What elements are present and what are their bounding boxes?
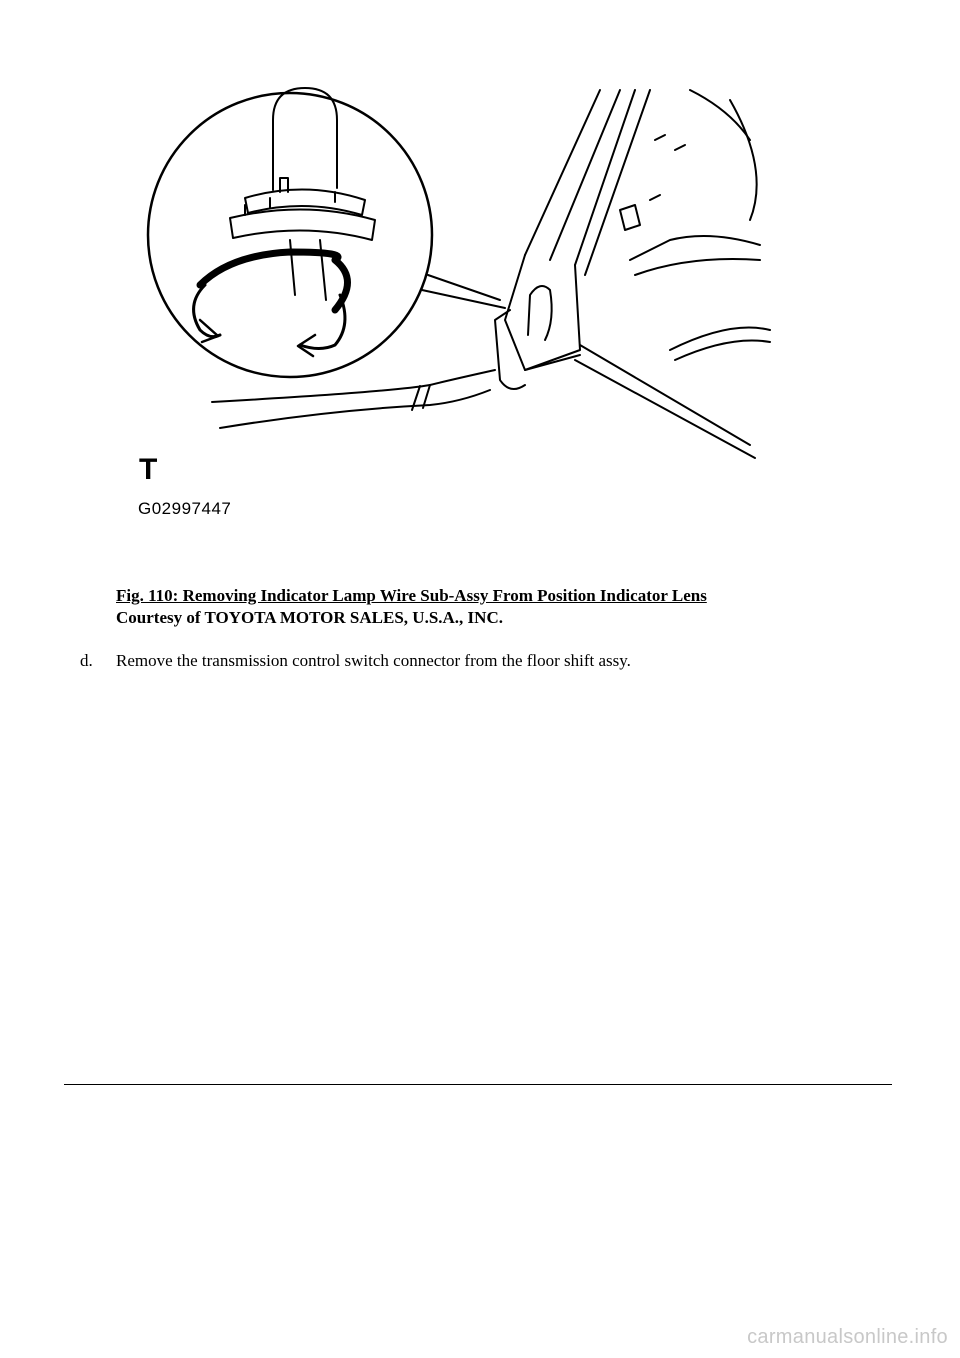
procedure-step — [80, 650, 631, 672]
procedure-step-letter: d. — [80, 651, 93, 670]
figure-caption-courtesy: Courtesy of TOYOTA MOTOR SALES, U.S.A., INC. — [116, 608, 503, 627]
figure-caption-title[interactable]: Fig. 110: Removing Indicator Lamp Wire Sub-Assy From Position Indicator Lens — [116, 586, 707, 605]
page-divider — [64, 1084, 892, 1085]
bulb-socket-removal-icon — [130, 80, 780, 530]
figure-label-letter: T — [139, 453, 158, 486]
figure-illustration — [130, 80, 780, 530]
procedure-step-text: Remove the transmission control switch connector from the floor shift assy. — [116, 651, 631, 670]
figure-caption — [116, 585, 707, 629]
figure-code: G02997447 — [138, 499, 232, 518]
watermark: carmanualsonline.info — [747, 1326, 948, 1348]
